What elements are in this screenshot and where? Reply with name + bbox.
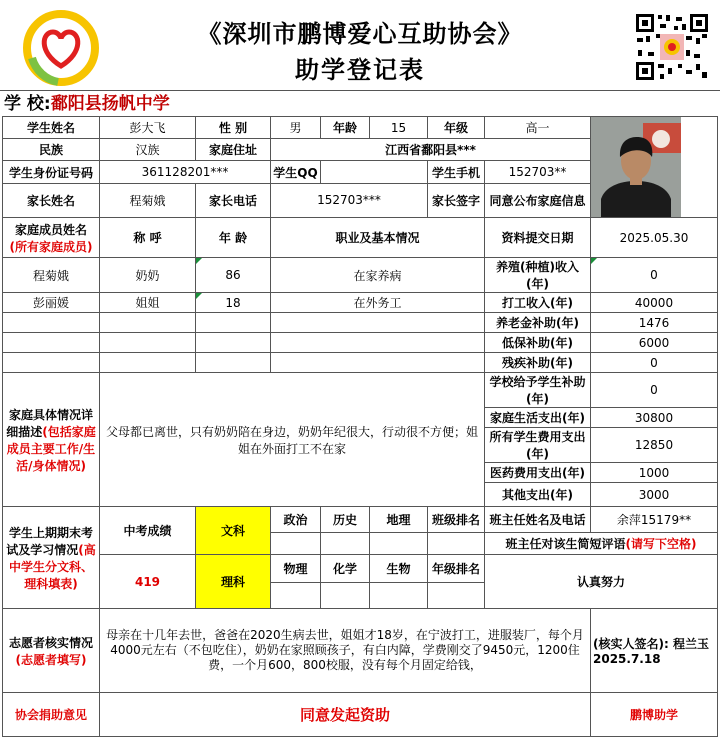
- student-photo-cell: [591, 117, 718, 218]
- subject-label: 物理: [271, 555, 321, 583]
- registration-table: [2, 116, 718, 737]
- member-name: 程菊娥: [3, 258, 100, 293]
- finance-value: 0: [591, 258, 718, 293]
- age-value: 15: [370, 117, 428, 139]
- school-name: 鄱阳县扬帆中学: [50, 94, 170, 114]
- finance-value: 40000: [591, 293, 718, 313]
- student-name-label: 学生姓名: [3, 117, 100, 139]
- finance-value: 0: [591, 353, 718, 373]
- job-col-header: 职业及基本情况: [271, 218, 485, 258]
- subject-label: 政治: [271, 507, 321, 533]
- finance-label: 养殖(种植)收入(年): [485, 258, 591, 293]
- association-opinion-label: 协会捐助意见: [3, 693, 100, 737]
- address-value: 江西省鄱阳县***: [271, 139, 591, 161]
- family-description: 父母都已离世，只有奶奶陪在身边，奶奶年纪很大，行动很不方便；姐姐在外面打工不在家: [100, 373, 485, 507]
- family-members-note: (所有家庭成员): [9, 239, 93, 254]
- subject-score-empty: [271, 583, 321, 609]
- ethnicity-value: 汉族: [100, 139, 196, 161]
- student-photo: [591, 117, 681, 217]
- teacher-comment-note: (请写下空格): [625, 537, 697, 551]
- subject-label: 年级排名: [428, 555, 485, 583]
- family-desc-note: (包括家庭成员主要工作/生活/身体情况): [6, 424, 96, 473]
- member-job: 在家养病: [271, 258, 485, 293]
- science-label: 理科: [196, 555, 271, 609]
- school-row: [0, 90, 720, 117]
- student-phone-value: 152703**: [485, 161, 591, 183]
- gender-value: 男: [271, 117, 321, 139]
- ethnicity-label: 民族: [3, 139, 100, 161]
- finance-label: 低保补助(年): [485, 333, 591, 353]
- association-opinion: 同意发起资助: [100, 693, 591, 737]
- subject-score-empty: [370, 583, 428, 609]
- parent-name: 程菊娥: [100, 183, 196, 217]
- exam-score: 419: [100, 555, 196, 609]
- subject-label: 地理: [370, 507, 428, 533]
- member-relation: 奶奶: [100, 258, 196, 293]
- finance-value: 12850: [591, 428, 718, 463]
- parent-phone: 152703***: [271, 183, 428, 217]
- subject-label: 生物: [370, 555, 428, 583]
- subject-score-empty: [428, 533, 485, 555]
- subject-score-empty: [370, 533, 428, 555]
- member-relation-empty: [100, 333, 196, 353]
- finance-value: 0: [591, 373, 718, 408]
- subject-label: 历史: [321, 507, 370, 533]
- title-line-2: 助学登记表: [295, 55, 425, 84]
- member-name-empty: [3, 313, 100, 333]
- grade-value: 高一: [485, 117, 591, 139]
- exam-score-label: 中考成绩: [100, 507, 196, 555]
- member-age: 18: [196, 293, 271, 313]
- association-org: 鹏博助学: [591, 693, 718, 737]
- school-label: 学 校:: [4, 94, 51, 114]
- exam-note: (高中学生分文科、理科填表): [8, 542, 96, 591]
- family-members-label: 家庭成员姓名: [14, 222, 87, 237]
- student-name: 彭大飞: [100, 117, 196, 139]
- member-name-empty: [3, 353, 100, 373]
- verify-date: 2025.7.18: [593, 652, 661, 666]
- verifier-cell: [591, 609, 718, 693]
- subject-score-empty: [271, 533, 321, 555]
- subject-score-empty: [321, 583, 370, 609]
- subject-score-empty: [428, 583, 485, 609]
- address-label: 家庭住址: [196, 139, 271, 161]
- grade-label: 年级: [428, 117, 485, 139]
- member-age-empty: [196, 313, 271, 333]
- family-desc-label: 家庭具体情况详细描述: [6, 407, 93, 439]
- heart-logo-icon: [18, 8, 104, 86]
- finance-label: 养老金补助(年): [485, 313, 591, 333]
- consent-text: 同意公布家庭信息: [485, 183, 591, 217]
- member-job-empty: [271, 353, 485, 373]
- finance-label: 所有学生费用支出(年): [485, 428, 591, 463]
- teacher-comment: 认真努力: [485, 555, 718, 609]
- relation-col-header: 称 呼: [100, 218, 196, 258]
- parent-phone-label: 家长电话: [196, 183, 271, 217]
- volunteer-text: 母亲在十几年去世，爸爸在2020生病去世，姐姐才18岁，在宁波打工，进服装厂，每个月4000元左右（不包吃住），奶奶在家照顾孩子，有白内障，学费刚交了9450元，1200住费，一个月600，800校服，没有每个月固定给钱，: [100, 609, 591, 693]
- teacher-comment-label-cell: [485, 533, 718, 555]
- member-relation-empty: [100, 353, 196, 373]
- finance-value: 1476: [591, 313, 718, 333]
- teacher-value: 余萍15179**: [591, 507, 718, 533]
- gender-label: 性 别: [196, 117, 271, 139]
- member-relation: 姐姐: [100, 293, 196, 313]
- exam-label: 学生上期期末考试及学习情况: [6, 525, 93, 557]
- finance-label: 残疾补助(年): [485, 353, 591, 373]
- volunteer-label: 志愿者核实情况: [8, 635, 93, 650]
- volunteer-note: (志愿者填写): [15, 652, 87, 667]
- member-job: 在外务工: [271, 293, 485, 313]
- student-phone-label: 学生手机: [428, 161, 485, 183]
- member-job-empty: [271, 333, 485, 353]
- parent-sign-label: 家长签字: [428, 183, 485, 217]
- verifier-label: (核实人签名):: [593, 637, 669, 651]
- member-job-empty: [271, 313, 485, 333]
- title-line-1: 《深圳市鹏博爱心互助协会》: [197, 19, 523, 48]
- submit-date-label: 资料提交日期: [485, 218, 591, 258]
- finance-value: 1000: [591, 463, 718, 483]
- qr-code-icon: [634, 12, 710, 82]
- submit-date: 2025.05.30: [591, 218, 718, 258]
- volunteer-label-cell: [3, 609, 100, 693]
- subject-label: 班级排名: [428, 507, 485, 533]
- finance-label: 医药费用支出(年): [485, 463, 591, 483]
- qq-value: [321, 161, 428, 183]
- member-relation-empty: [100, 313, 196, 333]
- finance-value: 30800: [591, 408, 718, 428]
- member-age-empty: [196, 333, 271, 353]
- age-col-header: 年 龄: [196, 218, 271, 258]
- id-value: 361128201***: [100, 161, 271, 183]
- parent-name-label: 家长姓名: [3, 183, 100, 217]
- qq-label: 学生QQ: [271, 161, 321, 183]
- finance-value: 3000: [591, 483, 718, 507]
- teacher-label: 班主任姓名及电话: [485, 507, 591, 533]
- finance-label: 其他支出(年): [485, 483, 591, 507]
- subject-score-empty: [321, 533, 370, 555]
- member-age-empty: [196, 353, 271, 373]
- member-name: 彭丽媛: [3, 293, 100, 313]
- exam-label-cell: [3, 507, 100, 609]
- teacher-comment-label: 班主任对该生简短评语: [505, 537, 626, 551]
- age-label: 年龄: [321, 117, 370, 139]
- header: [0, 0, 720, 90]
- id-label: 学生身份证号码: [3, 161, 100, 183]
- finance-value: 6000: [591, 333, 718, 353]
- family-desc-label-cell: [3, 373, 100, 507]
- finance-label: 家庭生活支出(年): [485, 408, 591, 428]
- member-name-empty: [3, 333, 100, 353]
- subject-label: 化学: [321, 555, 370, 583]
- finance-label: 学校给予学生补助(年): [485, 373, 591, 408]
- finance-label: 打工收入(年): [485, 293, 591, 313]
- member-age: 86: [196, 258, 271, 293]
- family-members-header: [3, 218, 100, 258]
- arts-label: 文科: [196, 507, 271, 555]
- verifier-name: 程兰玉: [672, 637, 709, 651]
